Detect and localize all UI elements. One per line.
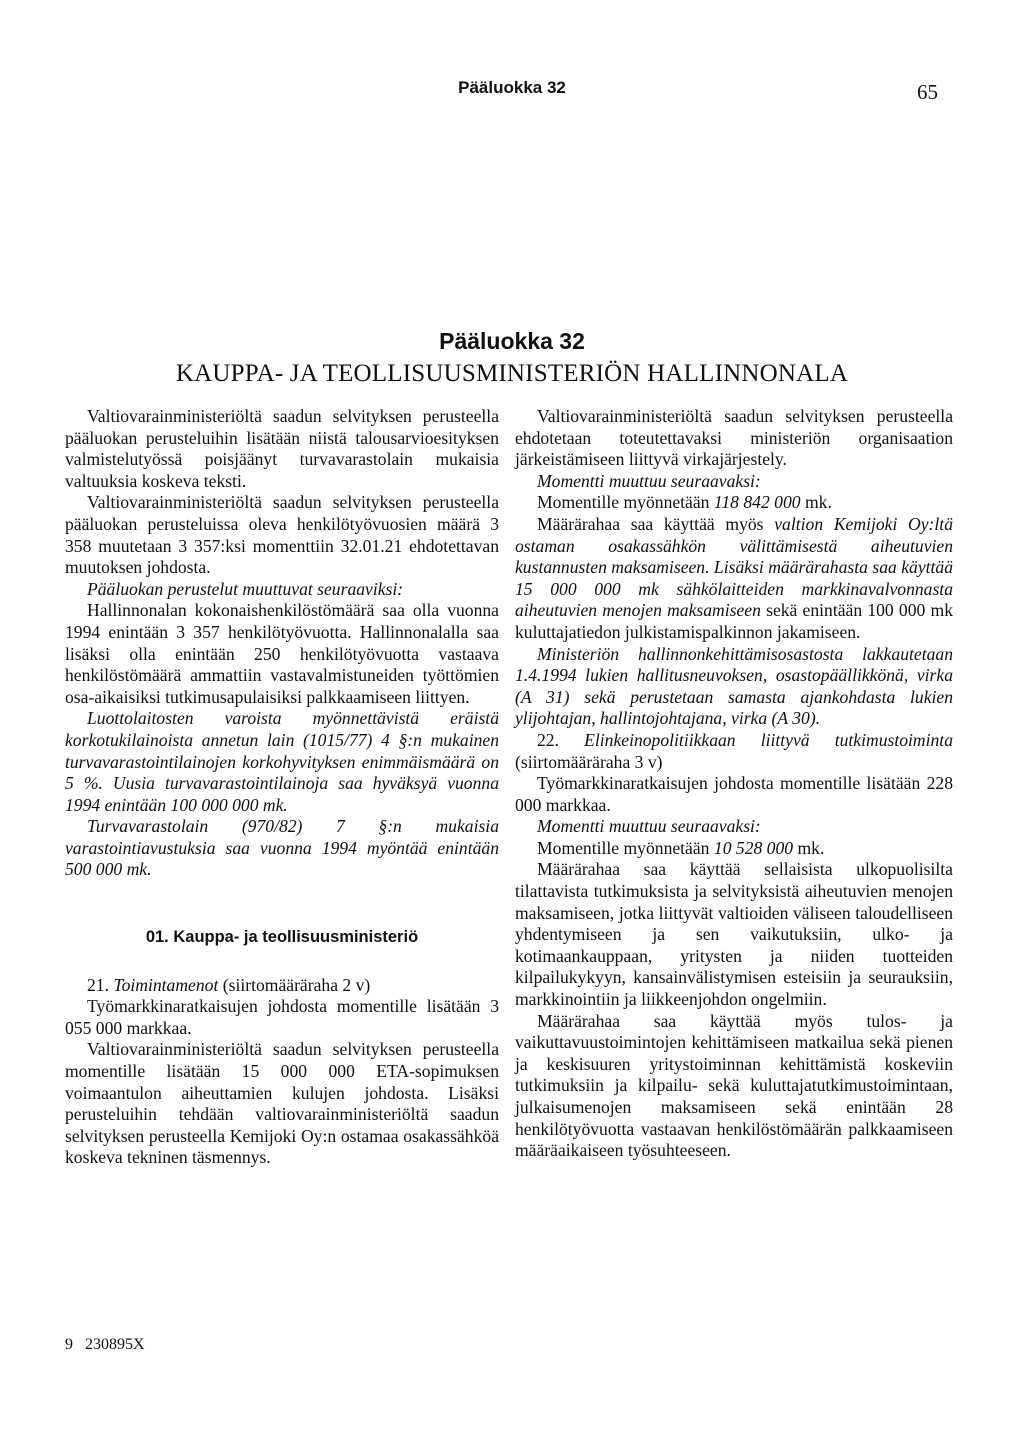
usage-text: Määrärahaa saa käyttää myös (537, 513, 764, 534)
grant-text: Momentille myönnetään (537, 837, 710, 858)
grant-unit: mk. (804, 492, 832, 513)
left-column (65, 406, 499, 1169)
page-number: 65 (917, 80, 938, 104)
item-title: Toimintamenot (113, 974, 219, 995)
grant-amount: 10 528 000 (713, 837, 794, 858)
left-paragraph-5: Luottolaitosten varoista myönnettävistä eräistä korkotukilainoista annetun lain (1015/77) 4 §:n mukainen turvavarastointilainojen korkohyvityksen enimmäismäärä on 5 %. Uusia turvavarastointilainoja saa hyväksyä vuonna 1994 enintään 100 000 000 mk. (65, 708, 499, 815)
left-paragraph-1: Valtiovarainministeriöltä saadun selvityksen perusteella pääluokan perusteluihin lisätään niistä talousarvioesityksen valmistelutyössä poisjäänyt turvavarastolain mukaisia valtuuksia koskeva teksti. (65, 406, 499, 491)
item-number: 22. (537, 729, 559, 750)
right-paragraph-5: Ministeriön hallinnonkehittämisosastosta lakkautetaan 1.4.1994 lukien hallitusneuvoksen, osastopäällikkönä, virka (A 31) sekä perustetaan samasta ajankohdasta lukien ylijohtajan, hallintojohtajana, virka (A 30). (515, 643, 953, 729)
chapter-subtitle: KAUPPA- JA TEOLLISUUSMINISTERIÖN HALLINNONALA (175, 360, 849, 387)
left-paragraph-2: Valtiovarainministeriöltä saadun selvityksen perusteella pääluokan perusteluissa oleva henkilötyövuosien määrä 3 358 muutetaan 3 357:ksi momenttiin 32.01.21 ehdotettavan muutoksen johdosta. (65, 492, 499, 578)
left-paragraph-6: Turvavarastolain (970/82) 7 §:n mukaisia varastointiavustuksia saa vuonna 1994 myöntää enintään 500 000 mk. (65, 816, 499, 880)
running-header-title: Pääluokka 32 (458, 78, 566, 97)
grant-text: Momentille myönnetään (537, 492, 710, 513)
grant-unit: mk. (797, 837, 825, 858)
right-paragraph-9 (515, 838, 953, 860)
right-paragraph-3 (515, 492, 953, 514)
right-paragraph-2: Momentti muuttuu seuraavaksi: (537, 470, 761, 491)
item-type: (siirtomääräraha 2 v) (222, 974, 371, 995)
item-title: Elinkeinopolitiikkaan liittyvä tutkimustoiminta (584, 729, 953, 750)
left-paragraph-8: Työmarkkinaratkaisujen johdosta momentille lisätään 3 055 000 markkaa. (65, 996, 499, 1038)
left-paragraph-4: Hallinnonalan kokonaishenkilöstömäärä saa olla vuonna 1994 enintään 3 357 henkilötyövuotta. Hallinnonalalla saa lisäksi olla enintään 250 henkilötyövuotta vastaava henkilöstömäärä ammattiin vastavalmistuneiden työttömien osa-aikaisiksi tutkimusapulaisiksi palkkaamiseen liittyen. (65, 600, 499, 707)
right-paragraph-1: Valtiovarainministeriöltä saadun selvityksen perusteella ehdotetaan toteutettavaksi ministeriön organisaation järkeistämiseen liittyvä virkajärjestely. (515, 406, 953, 470)
grant-amount: 118 842 000 (713, 492, 801, 513)
print-code: 9 230895X (65, 1336, 145, 1353)
right-paragraph-4 (515, 514, 953, 644)
right-paragraph-6 (515, 730, 953, 773)
right-column (515, 406, 953, 1162)
section-heading: 01. Kauppa- ja teollisuusministeriö (145, 928, 419, 947)
item-number: 21. (87, 974, 109, 995)
left-paragraph-7 (65, 975, 499, 997)
right-paragraph-8: Momentti muuttuu seuraavaksi: (537, 816, 761, 837)
right-paragraph-10: Määrärahaa saa käyttää sellaisista ulkopuolisilta tilattavista tutkimuksista ja selvityksistä aiheutuvien menojen maksamiseen, jotka liittyvät valtioiden väliseen taloudelliseen yhdentymiseen ja sen vaikutuksiin, ulko- ja kotimaankauppaan, yritysten ja niiden tuotteiden kilpailukykyyn, kansainvälistymisen esteisiin ja seurauksiin, markkinointiin ja liikkeenjohdon ongelmiin. (515, 859, 953, 1010)
right-paragraph-7: Työmarkkinaratkaisujen johdosta momentille lisätään 228 000 markkaa. (515, 773, 953, 815)
left-paragraph-3: Pääluokan perustelut muuttuvat seuraaviksi: (87, 578, 404, 599)
chapter-title: Pääluokka 32 (439, 328, 585, 354)
right-paragraph-11: Määrärahaa saa käyttää myös tulos- ja vaikuttavuustoimintojen kehittämiseen matkailua sekä pienen ja keskisuuren yritystoiminnan kehittämistä koskeviin tutkimuksiin ja kilpailu- sekä kuluttajatutkimustoimintaan, julkaisumenojen maksamiseen sekä enintään 28 henkilötyövuotta vastaavan henkilöstömäärän palkkaamiseen määräaikaiseen työsuhteeseen. (515, 1010, 953, 1161)
usage-italic-text: valtion Kemijoki Oy:ltä ostaman osakassähkön välittämisestä aiheutuvien kustannusten maksamiseen. Lisäksi määrärahasta saa käyttää 15 000 000 mk sähkölaitteiden markkinavalvonnasta aiheutuvien menojen maksamiseen (515, 513, 953, 621)
left-paragraph-9: Valtiovarainministeriöltä saadun selvityksen perusteella momentille lisätään 15 000 000 ETA-sopimuksen voimaantulon aiheuttamien kulujen johdosta. Lisäksi perusteluihin tehdään valtiovarainministeriöltä saadun selvityksen perusteella Kemijoki Oy:n ostamaa osakassähköä koskeva tekninen täsmennys. (65, 1039, 499, 1168)
item-type: (siirtomääräraha 3 v) (515, 751, 663, 772)
usage-tail-text: sekä enintään 100 000 mk kuluttajatiedon julkistamispalkinnon jakamiseen. (515, 600, 953, 642)
